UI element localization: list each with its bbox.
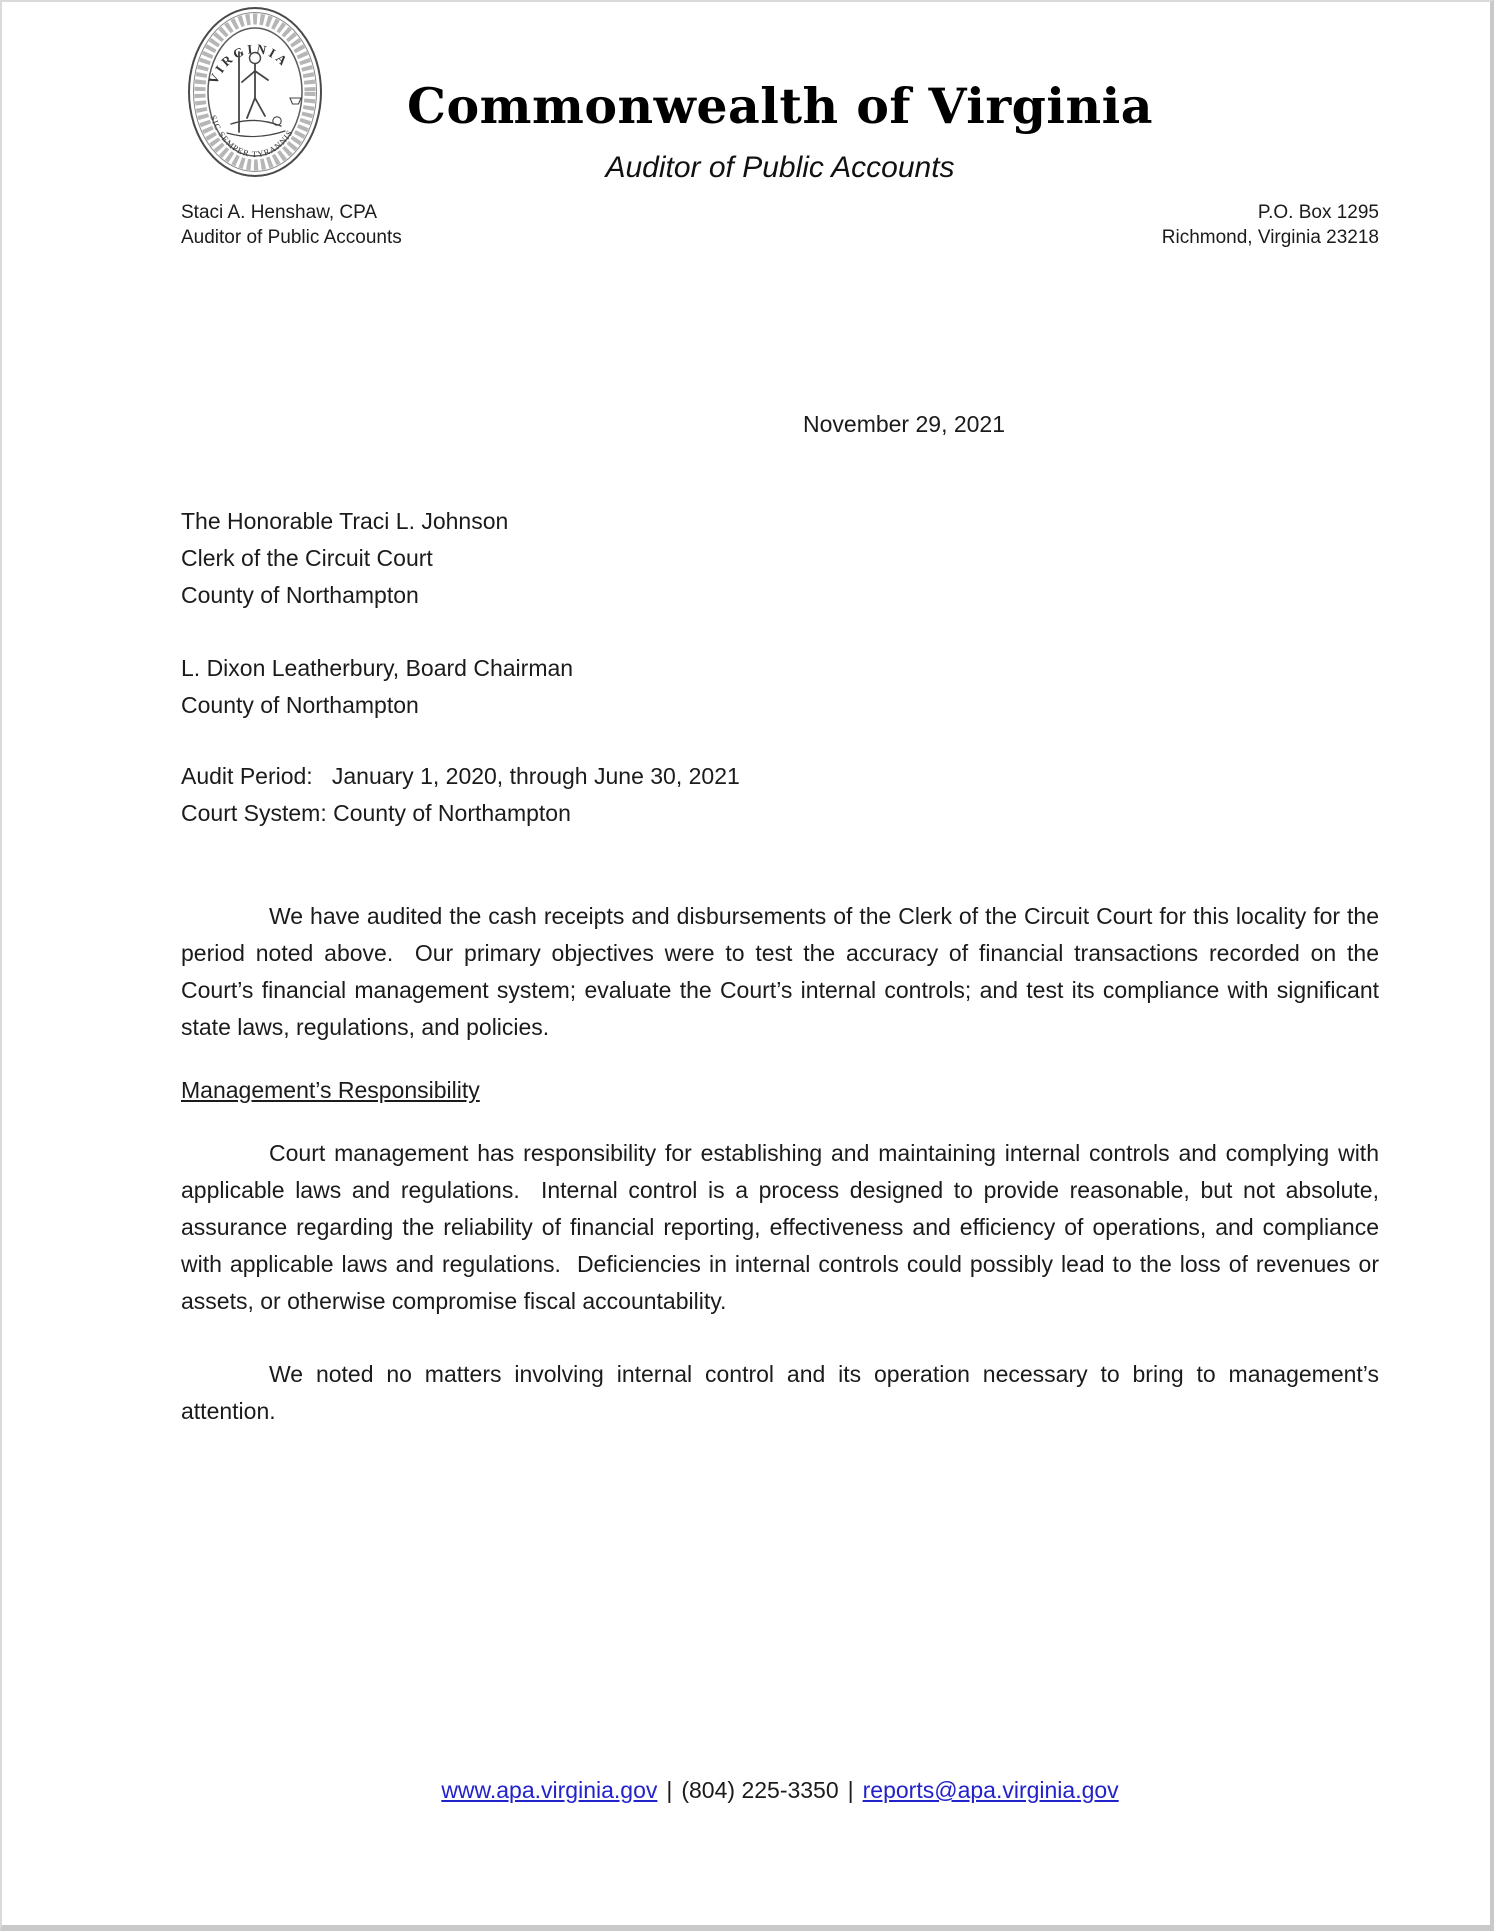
footer-contact-bar: [181, 1772, 1379, 1809]
agency-subtitle: Auditor of Public Accounts: [605, 150, 955, 184]
title-block: [181, 77, 1379, 185]
footer-separator: |: [847, 1777, 854, 1803]
seal-top-text: VIRGINIA: [205, 40, 293, 87]
court-system-line: Court System: County of Northampton: [181, 799, 571, 826]
seal-bottom-text: SIC SEMPER TYRANNIS: [208, 113, 295, 160]
official-title: Auditor of Public Accounts: [181, 226, 402, 248]
recipient-locality: County of Northampton: [181, 581, 419, 608]
page-title: Commonwealth of Virginia: [407, 77, 1153, 135]
recipient-locality: County of Northampton: [181, 691, 419, 718]
letter-date: November 29, 2021: [803, 410, 1006, 437]
virginia-state-seal-icon: [187, 6, 323, 178]
audit-period-line: Audit Period: January 1, 2020, through June 30, 2021: [181, 762, 740, 789]
letterhead-info-row: [181, 200, 1379, 250]
letterhead: [181, 2, 1379, 250]
section-heading-managements-responsibility: [181, 1072, 1379, 1109]
city-state-zip-line: Richmond, Virginia 23218: [1161, 226, 1379, 248]
recipient-block-chairman: [181, 650, 1379, 724]
website-link[interactable]: www.apa.virginia.gov: [441, 1777, 658, 1803]
agency-address: [1162, 200, 1379, 250]
official-info: [181, 200, 402, 250]
recipient-name: The Honorable Traci L. Johnson: [181, 507, 509, 534]
audit-info-block: [181, 758, 1379, 832]
recipient-title: Clerk of the Circuit Court: [181, 544, 433, 571]
paragraph-audit-scope: We have audited the cash receipts and disbursements of the Clerk of the Circuit Court for this locality for the period noted above. Our primary objectives were to test the accuracy of financial transactions recorded on the Court’s financial management system; evaluate the Court’s internal controls; and test its compliance with significant state laws, regulations, and policies.: [181, 902, 1379, 1040]
po-box-line: P.O. Box 1295: [1257, 201, 1379, 223]
section-heading-text: Management’s Responsibility: [181, 1076, 480, 1103]
paragraph-management-responsibility: Court management has responsibility for establishing and maintaining internal controls and complying with applicable laws and regulations. Internal control is a process designed to provide reasonable, but not absolute, assurance regarding the reliability of financial reporting, effectiveness and efficiency of operations, and compliance with applicable laws and regulations. Deficiencies in internal controls could possibly lead to the loss of revenues or assets, or otherwise compromise fiscal accountability.: [181, 1139, 1379, 1314]
footer-separator: |: [666, 1777, 673, 1803]
email-link[interactable]: reports@apa.virginia.gov: [862, 1777, 1119, 1803]
phone-number: (804) 225-3350: [681, 1777, 839, 1803]
official-name: Staci A. Henshaw, CPA: [181, 201, 378, 223]
recipient-block-clerk: [181, 503, 1379, 614]
paragraph-no-matters-noted: We noted no matters involving internal control and its operation necessary to bring to management’s attention.: [181, 1360, 1379, 1424]
recipient-name: L. Dixon Leatherbury, Board Chairman: [181, 654, 574, 681]
